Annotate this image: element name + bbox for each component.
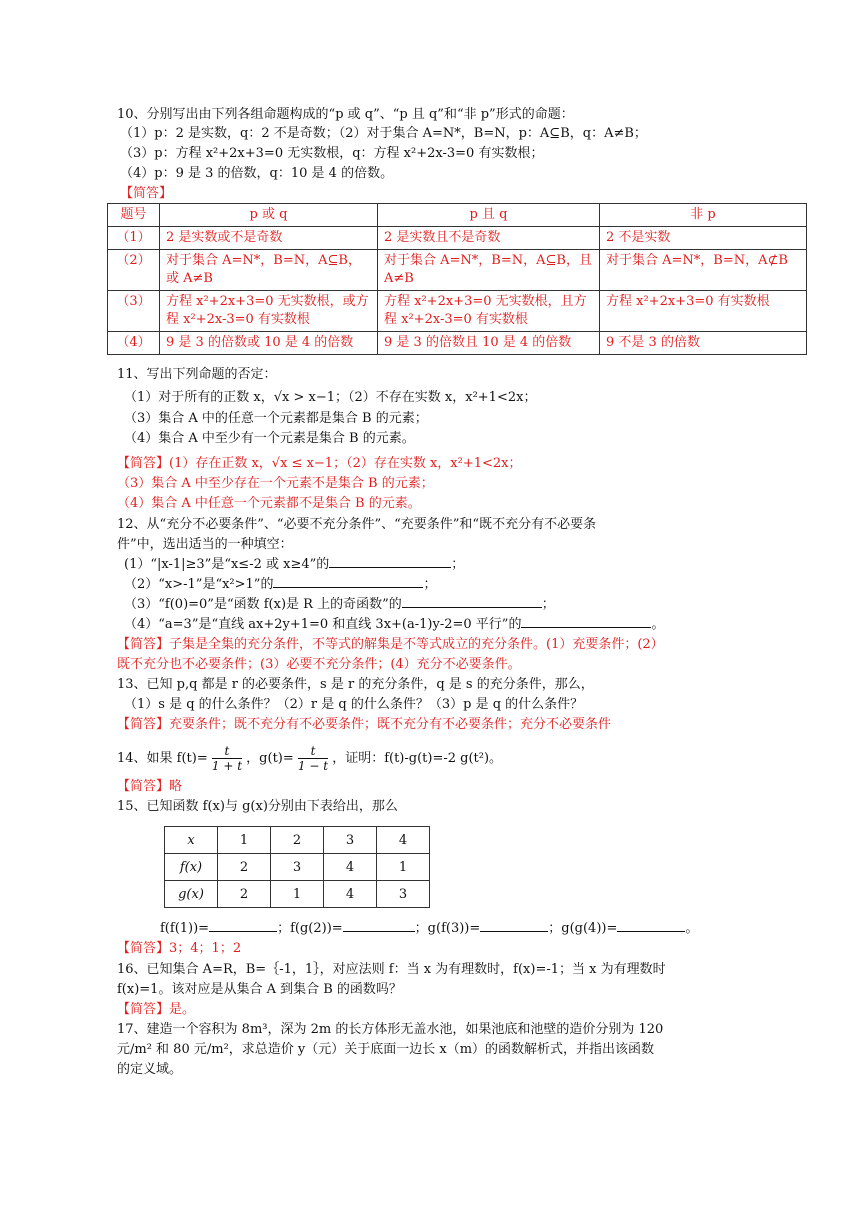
table-cell: 4 (324, 854, 377, 881)
answer-blank[interactable] (343, 919, 415, 932)
q16-title-cont: f(x)=1。该对应是从集合 A 到集合 B 的函数吗？ (117, 982, 402, 997)
f-denominator: 1 + t (211, 759, 243, 773)
table-row (108, 291, 807, 332)
q14-mid: ，g(t)= (246, 751, 294, 766)
q12-title: 12、从“充分不必要条件”、“必要不充分条件”、“充要条件”和“既不充分有不必要条 (117, 517, 597, 532)
q12-answer-1: 【简答】子集是全集的充分条件，不等式的解集是不等式成立的充分条件。(1）充要条件；(2） (117, 637, 664, 652)
table-cell: 方程 x²+2x+3=0 无实数根，且方程 x²+2x-3=0 有实数根 (378, 291, 600, 332)
q10-answer-tag: 【简答】 (120, 186, 173, 201)
table-cell: 2 (218, 854, 271, 881)
q15-answer: 【简答】3；4；1；2 (117, 941, 242, 956)
q17-line2: 元/m² 和 80 元/m²，求总造价 y（元）关于底面一边长 x（m）的函数解析式，并指出该函数 (117, 1042, 655, 1057)
q16-title: 16、已知集合 A=R，B=｛-1，1｝，对应法则 f：当 x 为有理数时，f(x)=-1；当 x 为有理数时 (117, 962, 666, 977)
q10-title: 10、分别写出由下列各组命题构成的“p 或 q”、“p 且 q”和“非 p”形式的命题： (117, 107, 574, 122)
g-numerator: t (298, 744, 328, 759)
table-cell: 4 (377, 827, 430, 854)
table-cell: 方程 x²+2x+3=0 有实数根 (600, 291, 807, 332)
table-cell: （1） (108, 227, 160, 250)
q14-pre: 14、如果 f(t)= (117, 751, 208, 766)
table-cell: 4 (324, 881, 377, 908)
table-cell: （3） (108, 291, 160, 332)
q10-line3: （4）p：9 是 3 的倍数，q：10 是 4 的倍数。 (120, 166, 394, 181)
answer-blank[interactable] (329, 555, 451, 568)
table-cell: 对于集合 A=N*，B=N，A⊄B (600, 250, 807, 291)
q17-line1: 17、建造一个容积为 8m³，深为 2m 的长方体形无盖水池，如果池底和池壁的造价分别为 120 (117, 1022, 664, 1037)
q15-end: 。 (685, 921, 699, 936)
table-cell: （2） (108, 250, 160, 291)
q17-line3: 的定义域。 (117, 1062, 183, 1077)
table-row (165, 881, 430, 908)
f-fraction (212, 744, 242, 773)
answer-blank[interactable] (273, 575, 423, 588)
table-cell: 1 (377, 854, 430, 881)
table-cell: 1 (218, 827, 271, 854)
table-row (165, 854, 430, 881)
q15-function-table (164, 826, 430, 908)
table-header-row (108, 204, 807, 227)
table-cell: 对于集合 A=N*，B=N，A⊆B，且 A≠B (378, 250, 600, 291)
q13-title: 13、已知 p,q 都是 r 的必要条件，s 是 r 的充分条件，q 是 s 的充分条件，那么， (117, 677, 594, 692)
q12-item2: （2）“x>-1”是“x²>1”的 ； (124, 577, 437, 592)
header-cell: p 或 q (160, 204, 378, 227)
q14-answer: 【简答】略 (117, 779, 183, 794)
q10-answer-table (107, 203, 807, 355)
table-cell: g(x) (165, 881, 218, 908)
q13-line1: （1）s 是 q 的什么条件？（2）r 是 q 的什么条件？（3）p 是 q 的什么条件？ (124, 697, 584, 712)
table-row (108, 227, 807, 250)
header-cell: p 且 q (378, 204, 600, 227)
table-cell: 3 (324, 827, 377, 854)
q12-item3: （3）“f(0)=0”是“函数 f(x)是 R 上的奇函数”的 ； (124, 597, 555, 612)
q12-item4: （4）“a=3”是“直线 ax+2y+1=0 和直线 3x+(a-1)y-2=0 平行”的 。 (124, 617, 665, 632)
table-cell: 2 (271, 827, 324, 854)
q11-line1: （1）对于所有的正数 x，√x > x−1；（2）不存在实数 x，x²+1<2x； (124, 390, 537, 405)
table-cell: 2 是实数且不是奇数 (378, 227, 600, 250)
q10-line2: （3）p：方程 x²+2x+3=0 无实数根，q：方程 x²+2x-3=0 有实数根； (120, 146, 544, 161)
q12-item4-text: （4）“a=3”是“直线 ax+2y+1=0 和直线 3x+(a-1)y-2=0 平行”的 (124, 617, 522, 632)
q12-title-cont: 件”中，选出适当的一种填空： (117, 537, 293, 552)
table-cell: （4） (108, 332, 160, 355)
q14-statement (117, 740, 502, 778)
table-cell: 3 (377, 881, 430, 908)
q12-item2-text: （2）“x>-1”是“x²>1”的 (124, 577, 274, 592)
table-cell: 2 是实数或不是奇数 (160, 227, 378, 250)
q15-blanks-line (160, 919, 698, 938)
answer-blank[interactable] (402, 595, 542, 608)
table-cell: 1 (271, 881, 324, 908)
g-denominator: 1 − t (297, 759, 329, 773)
table-row (108, 250, 807, 291)
table-cell: 对于集合 A=N*，B=N，A⊆B，或 A≠B (160, 250, 378, 291)
table-cell: 2 不是实数 (600, 227, 807, 250)
header-cell: 非 p (600, 204, 807, 227)
q15-blank4-label: ；g(g(4))= (548, 921, 618, 936)
table-row (108, 332, 807, 355)
q15-blank1-label: f(f(1))= (160, 921, 210, 936)
q11-line3: （4）集合 A 中至少有一个元素是集合 B 的元素。 (124, 431, 415, 446)
table-cell: 9 不是 3 的倍数 (600, 332, 807, 355)
table-row (165, 827, 430, 854)
table-cell: 9 是 3 的倍数且 10 是 4 的倍数 (378, 332, 600, 355)
q16-answer: 【简答】是。 (117, 1002, 196, 1017)
q11-answer-1: 【简答】(1）存在正数 x，√x ≤ x−1；（2）存在实数 x，x²+1<2x； (117, 456, 522, 471)
q11-answer-2: （3）集合 A 中至少存在一个元素不是集合 B 的元素； (117, 476, 434, 491)
answer-blank[interactable] (521, 615, 651, 628)
q12-item3-text: （3）“f(0)=0”是“函数 f(x)是 R 上的奇函数”的 (124, 597, 402, 612)
q15-blank3-label: ；g(f(3))= (414, 921, 481, 936)
answer-blank[interactable] (617, 919, 685, 932)
table-cell: x (165, 827, 218, 854)
q15-blank2-label: ；f(g(2))= (277, 921, 343, 936)
q12-answer-2: 既不充分也不必要条件；(3）必要不充分条件；(4）充分不必要条件。 (117, 657, 521, 672)
q10-line1: （1）p：2 是实数，q：2 不是奇数；（2）对于集合 A=N*，B=N，p：A⊆B，q：A≠B； (120, 126, 647, 141)
q11-title: 11、写出下列命题的否定： (117, 367, 277, 382)
answer-blank[interactable] (209, 919, 277, 932)
answer-blank[interactable] (480, 919, 548, 932)
table-cell: 2 (218, 881, 271, 908)
f-numerator: t (212, 744, 242, 759)
table-cell: 3 (271, 854, 324, 881)
table-cell: 9 是 3 的倍数或 10 是 4 的倍数 (160, 332, 378, 355)
q12-item1: (1）“|x-1|≥3”是“x≤-2 或 x≥4”的 ； (124, 557, 465, 572)
header-cell: 题号 (108, 204, 160, 227)
q15-title: 15、已知函数 f(x)与 g(x)分别由下表给出，那么 (117, 799, 398, 814)
table-cell: 方程 x²+2x+3=0 无实数根，或方程 x²+2x-3=0 有实数根 (160, 291, 378, 332)
g-fraction (298, 744, 328, 773)
q11-line2: （3）集合 A 中的任意一个元素都是集合 B 的元素； (124, 411, 428, 426)
q11-answer-3: （4）集合 A 中任意一个元素都不是集合 B 的元素。 (117, 496, 421, 511)
table-cell: f(x) (165, 854, 218, 881)
q13-answer: 【简答】充要条件；既不充分有不必要条件；既不充分有不必要条件；充分不必要条件 (117, 717, 612, 732)
q14-post: ，证明：f(t)-g(t)=-2 g(t²)。 (332, 751, 503, 766)
q12-item1-text: (1）“|x-1|≥3”是“x≤-2 或 x≥4”的 (124, 557, 330, 572)
